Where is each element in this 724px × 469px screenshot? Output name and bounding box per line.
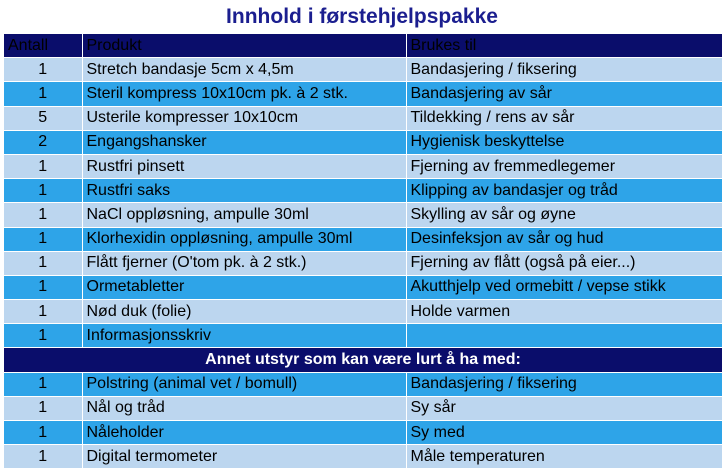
item-use: Akutthjelp ved ormebitt / vepse stikk [406, 275, 722, 299]
table-row [4, 227, 722, 251]
item-use: Skylling av sår og øyne [406, 203, 722, 227]
table-row [4, 130, 722, 154]
item-use: Sy sår [406, 396, 722, 420]
item-product: Steril kompress 10x10cm pk. à 2 stk. [82, 82, 406, 106]
table-row [4, 372, 722, 396]
item-qty: 1 [4, 203, 82, 227]
item-product: Stretch bandasje 5cm x 4,5m [82, 58, 406, 82]
item-product: Digital termometer [82, 445, 406, 469]
item-qty: 1 [4, 372, 82, 396]
item-use: Bandasjering av sår [406, 82, 722, 106]
item-product: Polstring (animal vet / bomull) [82, 372, 406, 396]
item-qty: 1 [4, 82, 82, 106]
item-use: Desinfeksjon av sår og hud [406, 227, 722, 251]
table-row [4, 154, 722, 178]
item-qty: 1 [4, 445, 82, 469]
item-product: Flått fjerner (O'tom pk. à 2 stk.) [82, 251, 406, 275]
item-use: Fjerning av fremmedlegemer [406, 154, 722, 178]
item-qty: 2 [4, 130, 82, 154]
item-qty: 1 [4, 251, 82, 275]
item-product: Usterile kompresser 10x10cm [82, 106, 406, 130]
item-qty: 1 [4, 421, 82, 445]
table-row [4, 421, 722, 445]
item-product: Nød duk (folie) [82, 300, 406, 324]
table-row [4, 445, 722, 469]
item-product: Klorhexidin oppløsning, ampulle 30ml [82, 227, 406, 251]
item-qty: 1 [4, 300, 82, 324]
item-use: Klipping av bandasjer og tråd [406, 179, 722, 203]
item-qty: 1 [4, 227, 82, 251]
item-qty: 1 [4, 58, 82, 82]
section-title: Annet utstyr som kan være lurt å ha med: [4, 348, 722, 372]
item-use: Sy med [406, 421, 722, 445]
item-qty: 1 [4, 275, 82, 299]
table-row [4, 58, 722, 82]
header-product: Produkt [82, 34, 406, 58]
table-row [4, 396, 722, 420]
kit-table [4, 34, 722, 469]
table-row [4, 275, 722, 299]
item-product: Informasjonsskriv [82, 324, 406, 348]
item-use: Hygienisk beskyttelse [406, 130, 722, 154]
page-title: Innhold i førstehjelpspakke [226, 5, 498, 28]
item-product: Nål og tråd [82, 396, 406, 420]
item-qty: 5 [4, 106, 82, 130]
item-use: Tildekking / rens av sår [406, 106, 722, 130]
table-row [4, 179, 722, 203]
table-row [4, 251, 722, 275]
item-product: NaCl oppløsning, ampulle 30ml [82, 203, 406, 227]
table-header-row [4, 34, 722, 58]
item-product: Ormetabletter [82, 275, 406, 299]
item-use: Bandasjering / fiksering [406, 372, 722, 396]
item-product: Rustfri saks [82, 179, 406, 203]
header-use: Brukes til [406, 34, 722, 58]
kit-table-body [4, 34, 722, 469]
table-row [4, 203, 722, 227]
item-use: Måle temperaturen [406, 445, 722, 469]
item-product: Nåleholder [82, 421, 406, 445]
header-qty: Antall [4, 34, 82, 58]
table-row [4, 324, 722, 348]
item-use: Holde varmen [406, 300, 722, 324]
item-product: Rustfri pinsett [82, 154, 406, 178]
item-use: Fjerning av flått (også på eier...) [406, 251, 722, 275]
table-row [4, 106, 722, 130]
item-qty: 1 [4, 396, 82, 420]
item-qty: 1 [4, 154, 82, 178]
section-header-row [4, 348, 722, 372]
table-row [4, 82, 722, 106]
item-use [406, 324, 722, 348]
item-use: Bandasjering / fiksering [406, 58, 722, 82]
item-product: Engangshansker [82, 130, 406, 154]
table-row [4, 300, 722, 324]
item-qty: 1 [4, 179, 82, 203]
item-qty: 1 [4, 324, 82, 348]
